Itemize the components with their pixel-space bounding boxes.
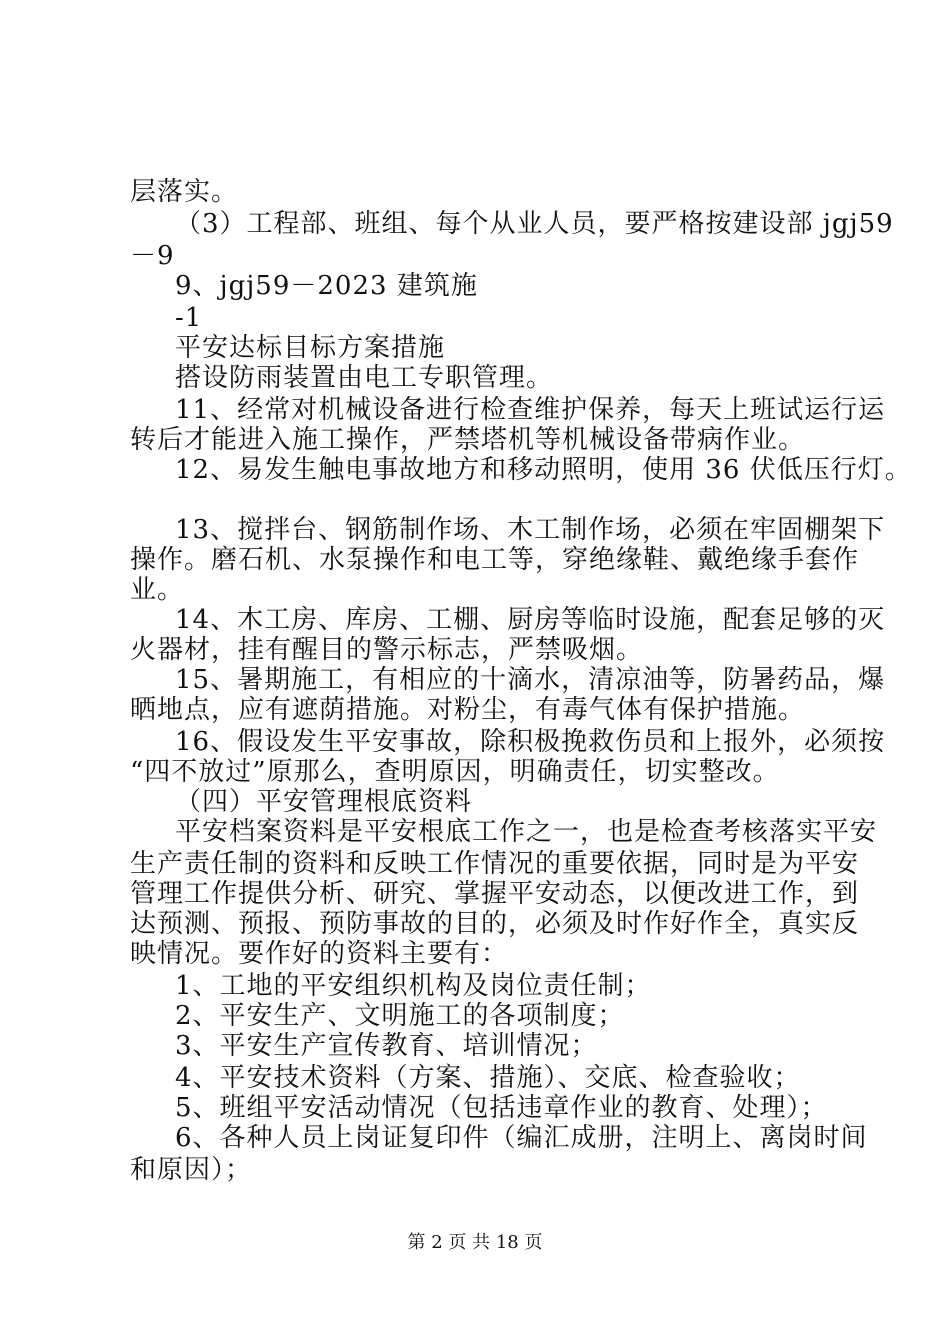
text-line: 生产责任制的资料和反映工作情况的重要依据，同时是为平安 <box>130 849 860 879</box>
text-line: 层落实。 <box>130 177 239 207</box>
list-item: 2、平安生产、文明施工的各项制度； <box>175 1001 625 1031</box>
text-line: 11、经常对机械设备进行检查维护保养，每天上班试运行运 <box>175 395 886 425</box>
list-item: 1、工地的平安组织机构及岗位责任制； <box>175 971 652 1001</box>
list-item: 3、平安生产宣传教育、培训情况； <box>175 1031 598 1061</box>
text-line: 晒地点，应有遮荫措施。对粉尘，有毒气体有保护措施。 <box>130 695 806 725</box>
section-heading: （四）平安管理根底资料 <box>175 787 473 817</box>
page-number: 第 2 页 共 18 页 <box>407 1232 543 1253</box>
list-item: 6、各种人员上岗证复印件（编汇成册，注明上、离岗时间 <box>175 1123 868 1153</box>
list-item: 4、平安技术资料（方案、措施）、交底、检查验收； <box>175 1063 801 1093</box>
text-line: 16、假设发生平安事故，除积极挽救伤员和上报外，必须按 <box>175 727 886 757</box>
text-line: 9、jgj59－2023 建筑施 <box>175 271 478 301</box>
text-line: 和原因）； <box>130 1155 253 1185</box>
text-line: 搭设防雨装置由电工专职管理。 <box>175 363 554 393</box>
text-line: －9 <box>130 241 175 271</box>
text-line: 14、木工房、库房、工棚、厨房等临时设施，配套足够的灭 <box>175 605 886 635</box>
list-item: 5、班组平安活动情况（包括违章作业的教育、处理）； <box>175 1093 828 1123</box>
text-line: 业。 <box>130 575 185 605</box>
text-line: 12、易发生触电事故地方和移动照明，使用 36 伏低压行灯。 <box>175 455 912 485</box>
text-line: 操作。磨石机、水泵操作和电工等，穿绝缘鞋、戴绝缘手套作 <box>130 545 860 575</box>
text-line: -1 <box>175 303 203 333</box>
text-line: 管理工作提供分析、研究、掌握平安动态，以便改进工作，到 <box>130 879 860 909</box>
text-line: “四不放过”原那么，查明原因，明确责任，切实整改。 <box>130 757 780 787</box>
text-line: （3）工程部、班组、每个从业人员，要严格按建设部 jgj59 <box>175 209 894 239</box>
text-line: 火器材，挂有醒目的警示标志，严禁吸烟。 <box>130 635 644 665</box>
text-line: 平安档案资料是平安根底工作之一，也是检查考核落实平安 <box>175 817 878 847</box>
text-line: 达预测、预报、预防事故的目的，必须及时作好作全，真实反 <box>130 909 860 939</box>
text-line: 13、搅拌台、钢筋制作场、木工制作场，必须在牢固棚架下 <box>175 515 886 545</box>
text-line: 15、暑期施工，有相应的十滴水，清凉油等，防暑药品，爆 <box>175 665 886 695</box>
text-line: 映情况。要作好的资料主要有： <box>130 939 509 969</box>
text-line: 转后才能进入施工操作，严禁塔机等机械设备带病作业。 <box>130 425 806 455</box>
text-line: 平安达标目标方案措施 <box>175 333 446 363</box>
